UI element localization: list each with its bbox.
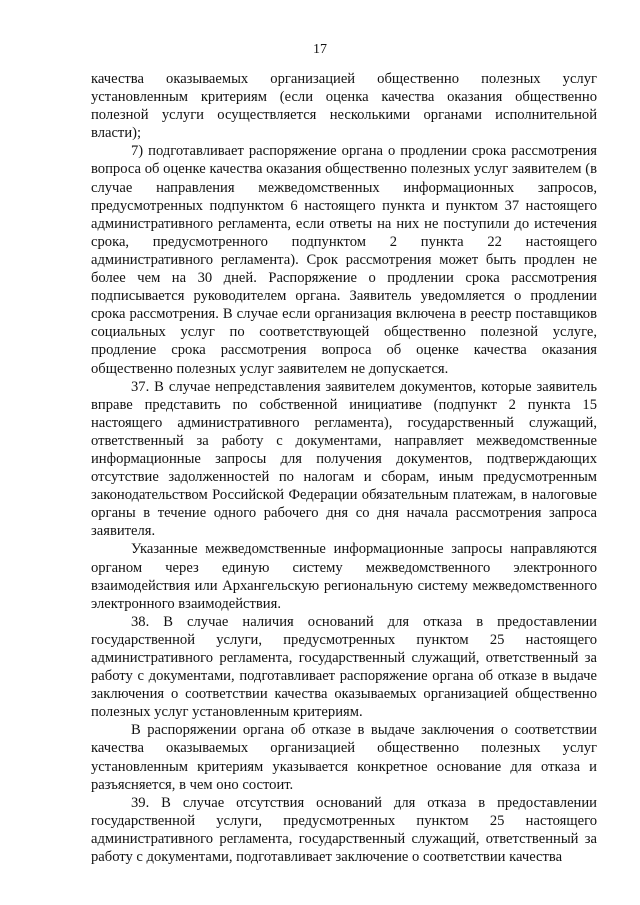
page-number: 17	[313, 42, 327, 57]
document-body	[91, 70, 597, 866]
paragraph-continuation: качества оказываемых организацией общественно полезных услуг установленным критериям (если оценка качества оказания общественно полезной услуги осуществляется несколькими органами исполнительной власти);	[91, 71, 597, 142]
paragraph-39: 39. В случае отсутствия оснований для отказа в предоставлении государственной услуги, предусмотренных пунктом 25 настоящего административного регламента, государственный служащий, ответственный за работу с документами, подготавливает заключение о соответствии качества	[91, 794, 597, 866]
paragraph-item-7: 7) подготавливает распоряжение органа о продлении срока рассмотрения вопроса об оценке качества оказания общественно полезных услуг заявителем (в случае направления межведомственных информационных запросов, предусмотренных подпунктом 6 настоящего пункта и пунктом 37 настоящего административного регламента, если ответы на них не поступили до истечения срока, предусмотренного подпунктом 2 пункта 22 настоящего административного регламента). Срок рассмотрения может быть продлен не более чем на 30 дней. Распоряжение о продлении срока рассмотрения подписывается руководителем органа. Заявитель уведомляется о продлении срока рассмотрения. В случае если организация включена в реестр поставщиков социальных услуг по соответствующей общественно полезной услуге, продление срока рассмотрения вопроса об оценке качества оказания общественно полезных услуг заявителем не допускается.	[91, 143, 597, 377]
paragraph-38: 38. В случае наличия оснований для отказа в предоставлении государственной услуги, предусмотренных пунктом 25 настоящего административного регламента, государственный служащий, ответственный за работу с документами, подготавливает распоряжение органа об отказе в выдаче заключения о соответствии качества оказываемых организацией общественно полезных услуг установленным критериям.	[91, 613, 597, 721]
paragraph-37: 37. В случае непредставления заявителем документов, которые заявитель вправе представить по собственной инициативе (подпункт 2 пункта 15 настоящего административного регламента), государственный служащий, ответственный за работу с документами, направляет межведомственные информационные запросы для получения документов, подтверждающих отсутствие задолженностей по налогам и сборам, иным предусмотренным законодательством Российской Федерации обязательным платежам, в налоговые органы в течение одного рабочего дня со дня начала рассмотрения запроса заявителя.	[91, 378, 597, 540]
paragraph-38-refusal: В распоряжении органа об отказе в выдаче заключения о соответствии качества оказываемых организацией общественно полезных услуг установленным критериям указывается конкретное основание для отказа и разъясняется, в чем оно состоит.	[91, 722, 597, 793]
paragraph-37-requests: Указанные межведомственные информационные запросы направляются органом через единую систему межведомственного электронного взаимодействия или Архангельскую региональную систему межведомственного электронного взаимодействия.	[91, 541, 597, 612]
